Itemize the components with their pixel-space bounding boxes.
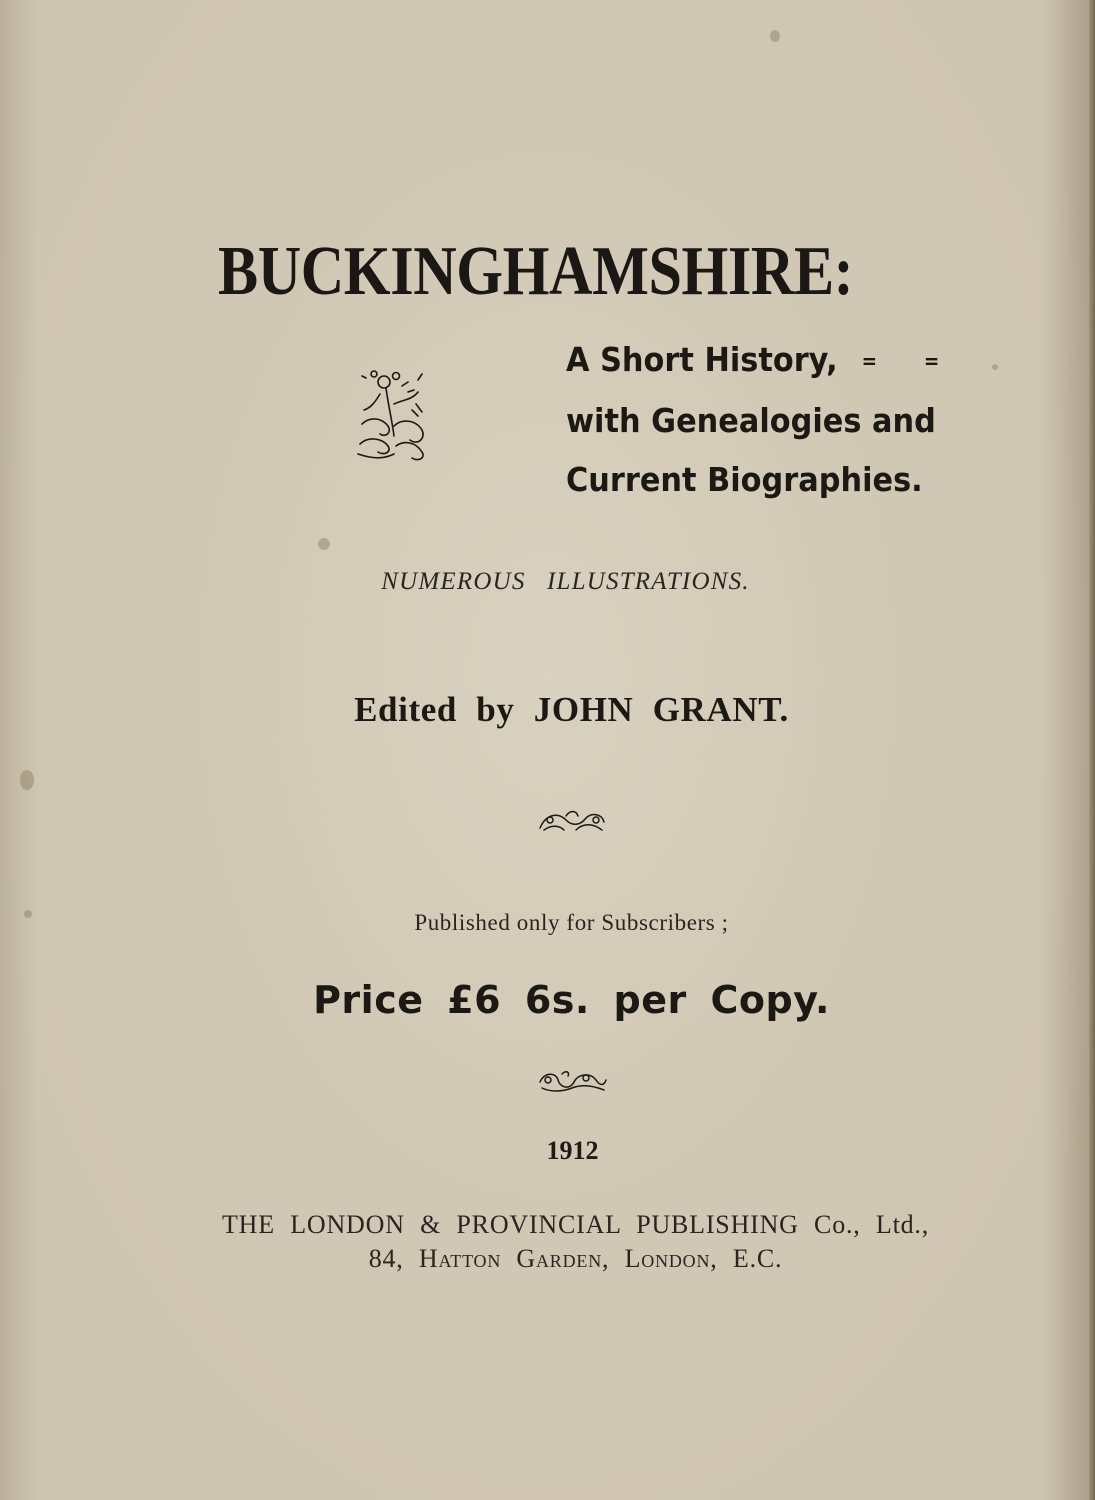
publisher-address: 84, Hatton Garden, London, E.C. [368,1244,783,1273]
subtitle-dashes: = = [861,349,960,373]
publisher-name: THE LONDON & PROVINCIAL PUBLISHING Co., Ltd., [221,1210,930,1239]
publication-year: 1912 [546,1136,599,1165]
price-line: Price £6 6s. per Copy. [313,978,830,1022]
scroll-ornament-icon [536,806,608,836]
subscription-note: Published only for Subscribers ; [414,910,729,935]
editor-credit: Edited by JOHN GRANT. [354,690,789,729]
paper-speck [770,30,780,42]
book-subtitle [566,330,960,509]
subtitle-line-2: with Genealogies and [566,401,936,440]
scroll-ornament-icon [536,1066,608,1096]
paper-speck [318,538,330,550]
book-title: BUCKINGHAMSHIRE: [218,233,854,310]
publisher-imprint [0,1208,1095,1276]
paper-speck [992,364,998,370]
subtitle-line-1: A Short History, = = [566,340,960,379]
illustrations-note: NUMEROUS ILLUSTRATIONS. [381,568,750,595]
thistle-emblem-icon [352,364,432,464]
paper-speck [20,770,34,790]
subtitle-line-3: Current Biographies. [566,460,923,499]
